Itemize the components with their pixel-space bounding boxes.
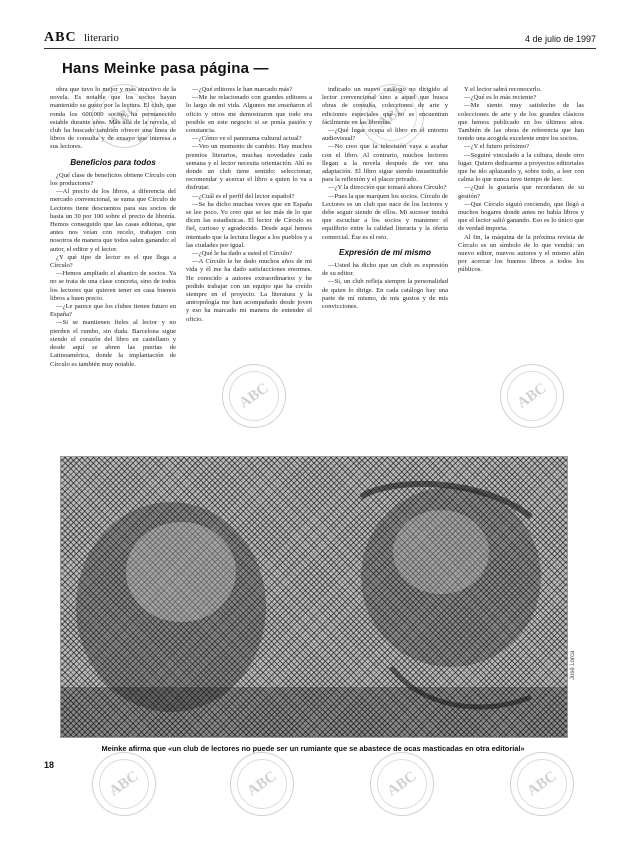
watermark-stamp: ABC [209,351,298,440]
section-logo: ABC [44,30,77,45]
paragraph: —Que Círculo siguió creciendo, que llegó a muchos hogares donde antes no había libros y que el lector salió ganando. Eso es lo único que de verdad importa. [458,200,584,233]
issue-date: 4 de julio de 1997 [524,34,596,44]
paragraph: —Me siento muy satisfecho de las colecciones de arte y de los grandes clásicos que hemos publicado en los últimos años. También de las obras de referencia que han tenido una acogida excelente entre los socios. [458,102,584,143]
paragraph: —¿Qué editores le han marcado más? [192,86,293,93]
watermark-stamp: ABC [217,739,306,828]
watermark-stamp: ABC [347,71,436,160]
paragraph: Al fin, la máquina de la próxima revista de Círculo es un símbolo de lo que vendrá: un nuevo editor, nuevos autores y el mismo afán por acercar los buenos libros a todos los públicos. [458,233,584,274]
page-header [44,30,596,48]
article-photo [60,456,568,738]
paragraph: Y el lector sabrá reconocerlo. [464,86,542,93]
photo-halftone-shapes [61,457,567,737]
paragraph: —Me he relacionado con grandes editores a lo largo de mi vida. Algunos me enseñaron el oficio y otros me demostraron que todo era posible en este negocio si se ponía pasión y constancia. [186,94,312,135]
paragraph: —Se ha dicho muchas veces que en España se lee poco. Yo creo que se lee más de lo que dicen las estadísticas. El lector de Círculo es fiel, curioso y agradecido. Desde aquí hemos intentado que la lectura llegue a los pueblos y a las ciudades por igual. [186,200,312,249]
watermark-stamp: ABC [79,739,168,828]
photo-caption: Meinke afirma que «un club de lectores no puede ser un rumiante que se abastece de ocas masticadas en otra editorial» [101,744,525,753]
paragraph: obra que tuvo lo mejor y más atractivo de la novela. Es notable que los socios hayan mantenido su gusto por la lectura. El club, que ronda los 600.000 socios, ha permanecido estable durante años. Más allá de la novela, el club ha buscado también ofrecer una línea de libros de consulta y de ensayo que interesa a sus lectores. [50,86,176,151]
paragraph: —Sí, un club refleja siempre la personalidad de quien lo dirige. En cada catálogo hay una parte de mí mismo, de mis gustos y de mis convicciones. [322,278,448,311]
subheading: Expresión de mí mismo [339,247,431,257]
paragraph: —¿Qué le gustaría que recordaran de su gestión? [458,184,584,200]
paragraph: —¿Qué es lo más reciente? [464,94,537,102]
paragraph: ¿Qué clase de beneficios obtiene Círculo con los productores? [50,171,176,188]
paragraph: ¿Y qué tipo de lector es el que llega a Círculo? [50,253,176,270]
watermark-stamp: ABC [497,739,586,828]
photo-credit: José Lorca [570,650,576,680]
paragraph: —Usted ha dicho que un club es expresión de su editor. [322,262,448,278]
watermark-stamp: ABC [357,739,446,828]
header-rule [44,48,596,49]
paragraph: indicado un nuevo catálogo no dirigido al lector convencional sino a aquel que busca obras de consulta, colecciones de arte y ediciones especiales que no se encuentran fácilmente en las librerías. [322,86,448,126]
paragraph: —Hemos ampliado el abanico de socios. Ya no se trata de una clase concreta, sino de todos los lectores que quieren tener en casa buenos libros a buen precio. [50,270,176,302]
paragraph: —Pues la que marquen los socios. Círculo de Lectores es un club que nace de los lectores y debe seguir siendo de ellos. Mi sucesor tendrá que escuchar a los socios y mantener el equilibrio entre la calidad literaria y la oferta comercial. Ése es el reto. [322,192,448,241]
paragraph: —¿Qué lugar ocupa el libro en el entorno audiovisual? [322,127,448,143]
paragraph: —¿Cómo ve el panorama cultural actual? [192,135,302,143]
watermark-stamp: ABC [79,71,168,160]
paragraph: —No creo que la televisión vaya a acabar con el libro. Al contrario, muchos lectores llegan a la novela después de ver una adaptación. El libro sigue siendo insustituible para la reflexión y el placer privado. [322,143,448,184]
article-headline: Hans Meinke pasa página — [62,60,269,77]
page-number: 18 [44,760,55,770]
paragraph: —¿Cuál es el perfil del lector español? [192,192,295,200]
paragraph: —Veo un momento de cambio. Hay muchos premios literarios, muchas novedades cada semana y el lector necesita orientación. Ahí es donde un club tiene sentido: seleccionar, recomendar y acercar el libro a quien lo va a disfrutar. [186,143,312,192]
paragraph: —Al precio de los libros, a diferencia del mercado convencional, se suma que Círculo de Lectores tiene descuentos para sus socios de hasta un 30 por 100 sobre el precio de librería. Hemos conseguido que las casas editoras, que antes nos veían con recelo, trabajen con nosotros de manera que todos salen ganando: el autor, el editor y el lector. [50,188,176,253]
paragraph: —Si se mantienen fieles al lector y no pierden el rumbo, sin duda. Barcelona sigue siendo el corazón del libro en castellano y desde aquí se abren las puertas de Latinoamérica, donde la implantación de Círculo es también muy notable. [50,319,176,368]
paragraph: —¿Le parece que los clubes tienen futuro en España? [50,303,176,319]
article-column-4 [458,86,584,476]
subheading: Beneficios para todos [70,157,156,167]
section-name: literario [84,32,119,44]
paragraph: —¿Y la dirección que tomará ahora Círculo? [328,184,447,192]
paragraph: —A Círculo le he dado muchos años de mi vida y él me ha dado satisfacciones enormes. He conocido a autores extraordinarios y he podido trabajar con un equipo que ha creído siempre en el proyecto. La literatura y la antropología me han acompañado desde joven y eso ha marcado mi manera de entender el oficio. [186,258,312,323]
article-column-1 [50,86,176,501]
watermark-stamp: ABC [487,351,576,440]
paragraph: —¿Qué le ha dado a usted el Círculo? [192,250,293,258]
paragraph: —Seguiré vinculado a la cultura, desde otro lugar. Quiero dedicarme a proyectos editoriales que he ido aplazando y, sobre todo, a leer con calma lo que nunca tuve tiempo de leer. [458,151,584,184]
paragraph: —¿Y el futuro próximo? [464,143,530,151]
